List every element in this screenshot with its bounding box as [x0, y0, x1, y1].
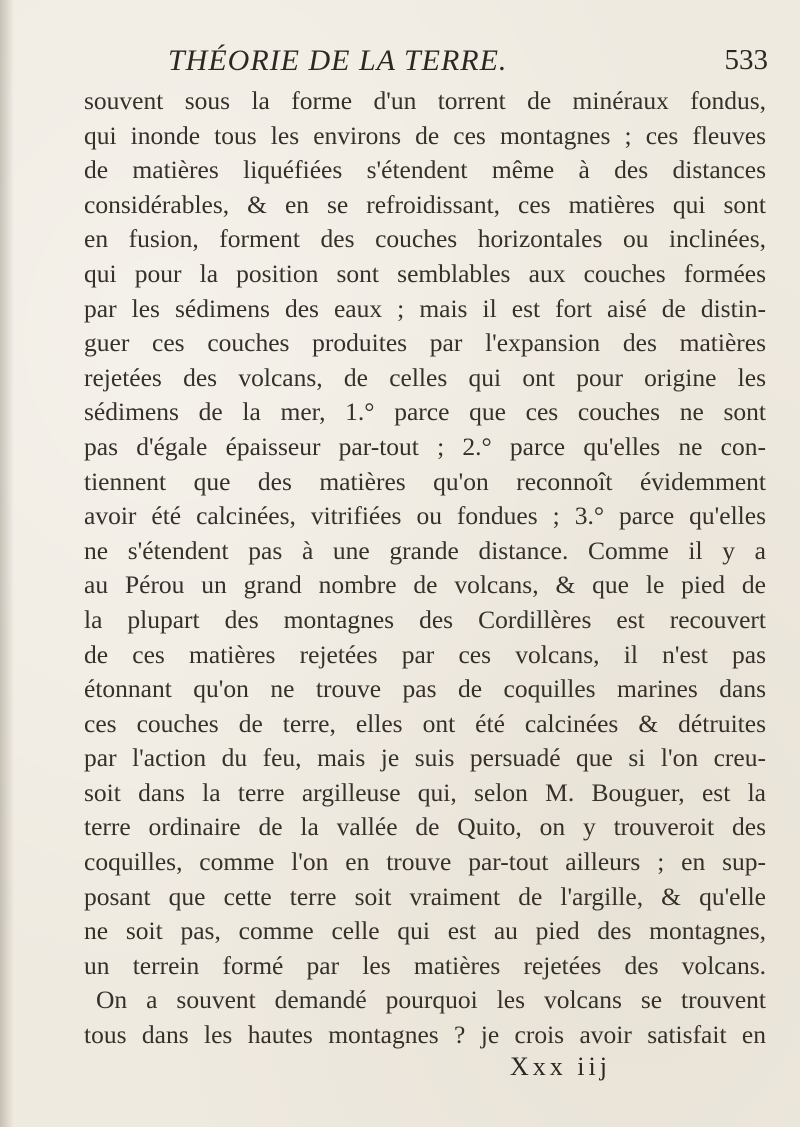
- page-gutter-shadow: [0, 0, 14, 1127]
- text-line: guer ces couches produites par l'expansion des matières: [84, 328, 766, 358]
- signature-mark: Xxx iij: [510, 1052, 611, 1081]
- page-header: [168, 44, 768, 84]
- text-line: posant que cette terre soit vraiment de l'argille, & qu'elle: [84, 881, 766, 911]
- text-line: par l'action du feu, mais je suis persuadé que si l'on creu-: [84, 743, 766, 773]
- text-line: souvent sous la forme d'un torrent de minéraux fondus,: [84, 86, 766, 115]
- text-line: en fusion, forment des couches horizontales ou inclinées,: [84, 224, 766, 254]
- text-line: pas d'égale épaisseur par-tout ; 2.° parce qu'elles ne con-: [84, 431, 766, 461]
- text-line: ces couches de terre, elles ont été calcinées & détruites: [84, 708, 766, 738]
- body-text: [84, 84, 766, 1053]
- page-number: 533: [724, 44, 768, 76]
- text-line: soit dans la terre argilleuse qui, selon M. Bouguer, est la: [84, 777, 766, 807]
- text-line: coquilles, comme l'on en trouve par-tout ailleurs ; en sup-: [84, 847, 766, 877]
- text-line: la plupart des montagnes des Cordillères est recouvert: [84, 604, 766, 634]
- text-line: qui pour la position sont semblables aux couches formées: [84, 258, 766, 288]
- text-line: rejetées des volcans, de celles qui ont pour origine les: [84, 362, 766, 392]
- text-line: de ces matières rejetées par ces volcans, il n'est pas: [84, 639, 766, 669]
- text-line: de matières liquéfiées s'étendent même à des distances: [84, 155, 766, 185]
- text-line: tous dans les hautes montagnes ? je crois avoir satisfait en: [84, 1020, 766, 1050]
- text-line: ne s'étendent pas à une grande distance. Comme il y a: [84, 535, 766, 565]
- text-line: considérables, & en se refroidissant, ces matières qui sont: [84, 189, 766, 219]
- text-line: étonnant qu'on ne trouve pas de coquilles marines dans: [84, 674, 766, 704]
- text-line: au Pérou un grand nombre de volcans, & que le pied de: [84, 570, 766, 600]
- running-title: THÉORIE DE LA TERRE.: [168, 44, 508, 77]
- text-line: sédimens de la mer, 1.° parce que ces couches ne sont: [84, 397, 766, 427]
- text-line: terre ordinaire de la vallée de Quito, on y trouveroit des: [84, 812, 766, 842]
- paragraph-start-line: On a souvent demandé pourquoi les volcans se trouvent: [96, 985, 766, 1015]
- text-line: avoir été calcinées, vitrifiées ou fondues ; 3.° parce qu'elles: [84, 501, 766, 531]
- text-line: un terrein formé par les matières rejetées des volcans.: [84, 950, 766, 980]
- text-line: ne soit pas, comme celle qui est au pied des montagnes,: [84, 916, 766, 946]
- text-line: par les sédimens des eaux ; mais il est fort aisé de distin-: [84, 293, 766, 323]
- text-line: qui inonde tous les environs de ces montagnes ; ces fleuves: [84, 120, 766, 150]
- text-line: tiennent que des matières qu'on reconnoît évidemment: [84, 466, 766, 496]
